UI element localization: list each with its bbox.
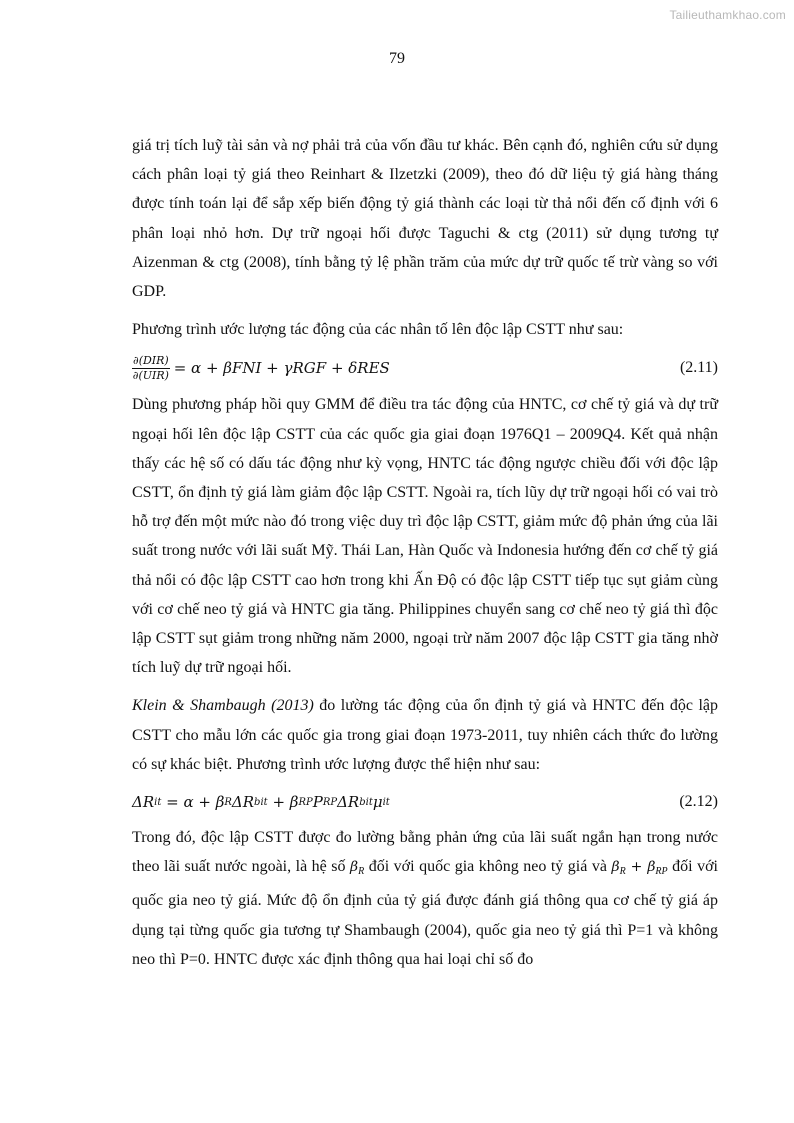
- eq-subscript: R: [224, 796, 232, 808]
- math-symbol: β: [350, 859, 359, 876]
- paragraph-1: giá trị tích luỹ tài sản và nợ phải trả của vốn đầu tư khác. Bên cạnh đó, nghiên cứu sử dụng cách phân loại tỷ giá theo Reinhart & Ilzetzki (2009), theo đó dữ liệu tỷ giá hàng tháng được tính toán lại để sắp xếp biến động tỷ giá thành các loại từ thả nổi đến cố định với 6 phân loại nhỏ hơn. Dự trữ ngoại hối được Taguchi & ctg (2011) sử dụng tương tự Aizenman & ctg (2008), tính bằng tỷ lệ phần trăm của mức dự trữ quốc tế trừ vàng so với GDP.: [132, 137, 718, 301]
- equation-number: (2.11): [679, 359, 718, 377]
- math-operator: +: [625, 859, 648, 876]
- eq-term: ΔR: [132, 793, 155, 812]
- eq-term: μ: [372, 793, 383, 812]
- paragraph-5: [132, 823, 718, 974]
- equation-2-12-formula: [132, 793, 390, 811]
- fraction-denominator: ∂(UIR): [132, 368, 169, 382]
- page-number: 79: [389, 50, 405, 67]
- text-run: Trong đó, độc lập CSTT được đo lường bằng phản ứng của lãi suất ngắn hạn trong nước theo lãi suất nước ngoài, là hệ số: [132, 829, 718, 876]
- citation: Klein & Shambaugh (2013): [132, 697, 314, 715]
- equation-rhs: = α + βFNI + γRGF + δRES: [173, 359, 390, 378]
- equation-2-12: [132, 785, 718, 819]
- equation-number: (2.12): [679, 793, 718, 811]
- equation-2-11-formula: [132, 355, 390, 382]
- eq-subscript: it: [382, 796, 390, 808]
- math-symbol: β: [647, 859, 656, 876]
- text-run: đối với quốc gia không neo tỷ giá và: [364, 858, 612, 876]
- eq-subscript: it: [154, 796, 162, 808]
- eq-subscript: bit: [254, 796, 268, 808]
- eq-term: = α + β: [161, 793, 225, 812]
- watermark: Tailieuthamkhao.com: [669, 8, 786, 22]
- text-run: đối với quốc gia neo tỷ giá. Mức độ ổn định của tỷ giá được đánh giá thông qua cơ chế tỷ giá áp dụng tại từng quốc gia tương tự Shambaugh (2004), quốc gia neo tỷ giá thì P=1 và không neo thì P=0. HNTC được xác định thông qua hai loại chỉ số đo: [132, 858, 719, 968]
- paragraph-3: Dùng phương pháp hồi quy GMM để điều tra tác động của HNTC, cơ chế tỷ giá và dự trữ ngoại hối lên độc lập CSTT của các quốc gia giai đoạn 1976Q1 – 2009Q4. Kết quả nhận thấy các hệ số có dấu tác động như kỳ vọng, HNTC tác động ngược chiều đối với độc lập CSTT, ổn định tỷ giá làm giảm độc lập CSTT. Ngoài ra, tích lũy dự trữ ngoại hối có vai trò hỗ trợ đến một mức nào đó trong việc duy trì độc lập CSTT, giảm mức độ phản ứng của lãi suất trong nước với lãi suất Mỹ. Thái Lan, Hàn Quốc và Indonesia hướng đến cơ chế tỷ giá thả nổi có độc lập CSTT cao hơn trong khi Ấn Độ có độc lập CSTT tiếp tục sụt giảm cùng với cơ chế neo tỷ giá và HNTC gia tăng. Philippines chuyển sang cơ chế neo tỷ giá thì độc lập CSTT sụt giảm trong những năm 2000, ngoại trừ năm 2007 độc lập CSTT gia tăng nhờ tích luỹ dự trữ ngoại hối.: [132, 396, 718, 677]
- eq-subscript: RP: [322, 796, 338, 808]
- math-subscript: R: [619, 866, 626, 878]
- math-subscript: RP: [655, 866, 668, 878]
- equation-fraction: [132, 355, 170, 382]
- document-body: [132, 131, 718, 974]
- math-symbol: β: [611, 859, 620, 876]
- math-subscript: R: [358, 866, 365, 878]
- eq-term: P: [312, 793, 323, 812]
- fraction-numerator: ∂(DIR): [133, 353, 169, 367]
- eq-term: ΔR: [337, 793, 360, 812]
- eq-subscript: RP: [298, 796, 313, 808]
- paragraph-4-text: đo lường tác động của ổn định tỷ giá và HNTC đến độc lập CSTT cho mẫu lớn các quốc gia trong giai đoạn 1973-2011, tuy nhiên cách thức đo lường có sự khác biệt. Phương trình ước lượng được thể hiện như sau:: [132, 697, 718, 773]
- eq-term: ΔR: [231, 793, 255, 812]
- eq-term: + β: [267, 793, 299, 812]
- eq-subscript: bit: [359, 796, 373, 808]
- equation-2-11: [132, 348, 718, 388]
- paragraph-2: Phương trình ước lượng tác động của các nhân tố lên độc lập CSTT như sau:: [132, 321, 624, 339]
- paragraph-4: [132, 691, 718, 779]
